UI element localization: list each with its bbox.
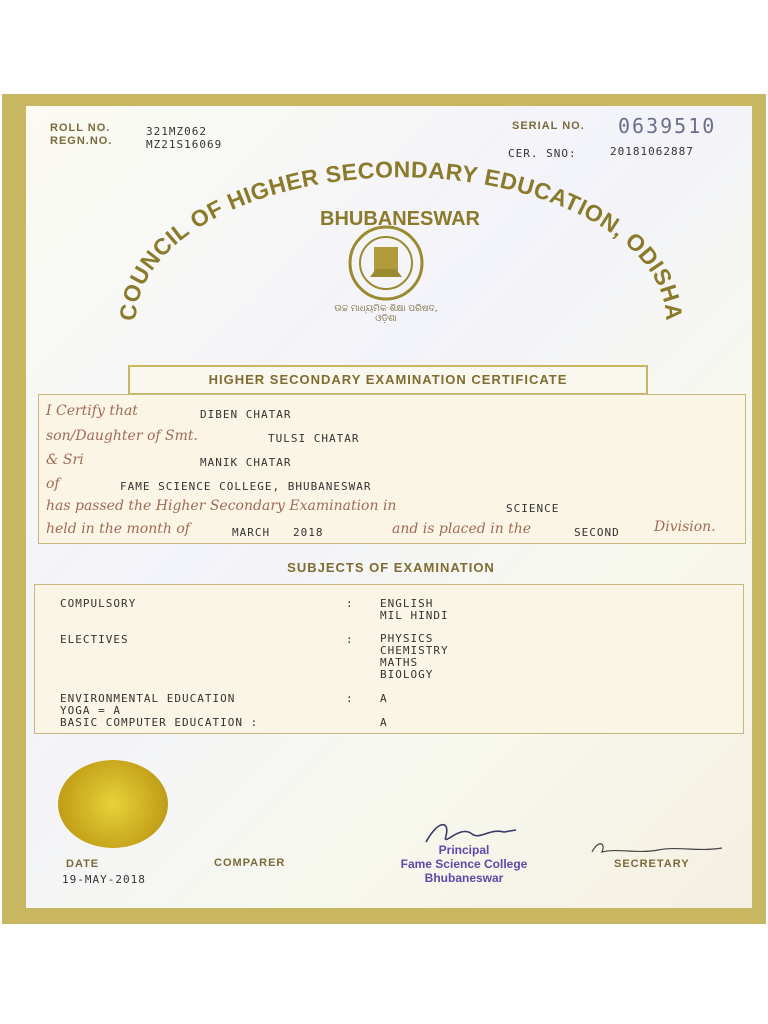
compulsory-subject: MIL HINDI — [380, 609, 449, 622]
env-edu-label: ENVIRONMENTAL EDUCATION — [60, 692, 236, 705]
electives-colon: : — [346, 633, 354, 646]
bce-grade: A — [380, 716, 388, 729]
compulsory-label: COMPULSORY — [60, 597, 137, 610]
passed-label: has passed the Higher Secondary Examination in — [46, 498, 397, 514]
principal-college: Fame Science College — [400, 857, 528, 871]
elective-subject: MATHS — [380, 656, 419, 669]
yoga-grade: YOGA = A — [60, 704, 121, 717]
env-edu-colon: : — [346, 692, 354, 705]
student-name: DIBEN CHATAR — [200, 408, 292, 421]
principal-title: Principal — [438, 843, 490, 857]
certificate-title: HIGHER SECONDARY EXAMINATION CERTIFICATE — [128, 365, 648, 395]
env-edu-grade: A — [380, 692, 388, 705]
father-label: & Sri — [46, 452, 84, 468]
date-value: 19-MAY-2018 — [62, 873, 146, 886]
cer-sno-label: CER. SNO: — [508, 147, 577, 160]
division: SECOND — [574, 526, 620, 539]
subjects-title: SUBJECTS OF EXAMINATION — [287, 560, 495, 575]
college-name: FAME SCIENCE COLLEGE, BHUBANESWAR — [120, 480, 372, 493]
roll-value: 321MZ062 — [146, 125, 207, 138]
exam-month-year: MARCH 2018 — [232, 526, 324, 539]
stream: SCIENCE — [506, 502, 560, 515]
seal-caption: ଉଚ୍ଚ ମାଧ୍ୟମିକ ଶିକ୍ଷା ପରିଷଦ, ଓଡ଼ିଶା — [334, 304, 438, 324]
mother-label: son/Daughter of Smt. — [46, 428, 198, 444]
secretary-label: SECRETARY — [614, 858, 690, 870]
regn-value: MZ21S16069 — [146, 138, 223, 151]
placed-label: and is placed in the — [392, 521, 532, 537]
father-name: MANIK CHATAR — [200, 456, 292, 469]
compulsory-subject: ENGLISH — [380, 597, 434, 610]
held-label: held in the month of — [46, 521, 190, 537]
cer-sno-value: 20181062887 — [610, 145, 694, 158]
council-city: BHUBANESWAR — [320, 208, 480, 230]
elective-subject: CHEMISTRY — [380, 644, 449, 657]
mother-name: TULSI CHATAR — [268, 432, 360, 445]
elective-subject: BIOLOGY — [380, 668, 434, 681]
certify-label: I Certify that — [46, 403, 138, 419]
serial-value: 0639510 — [618, 114, 717, 138]
serial-label: SERIAL NO. — [512, 120, 585, 132]
principal-stamp — [364, 843, 564, 885]
hologram-seal-icon — [58, 760, 168, 848]
electives-label: ELECTIVES — [60, 633, 129, 646]
council-emblem-icon — [330, 225, 442, 301]
roll-label: ROLL NO. — [50, 122, 111, 134]
compulsory-colon: : — [346, 597, 354, 610]
council-name: COUNCIL OF HIGHER SECONDARY EDUCATION, ODISHA — [114, 160, 688, 322]
division-label: Division. — [654, 519, 716, 535]
bce-label: BASIC COMPUTER EDUCATION : — [60, 716, 259, 729]
regn-label: REGN.NO. — [50, 135, 113, 147]
date-label: DATE — [66, 858, 100, 870]
comparer-label: COMPARER — [214, 857, 286, 869]
principal-city: Bhubaneswar — [424, 871, 504, 885]
of-label: of — [46, 476, 60, 492]
elective-subject: PHYSICS — [380, 632, 434, 645]
